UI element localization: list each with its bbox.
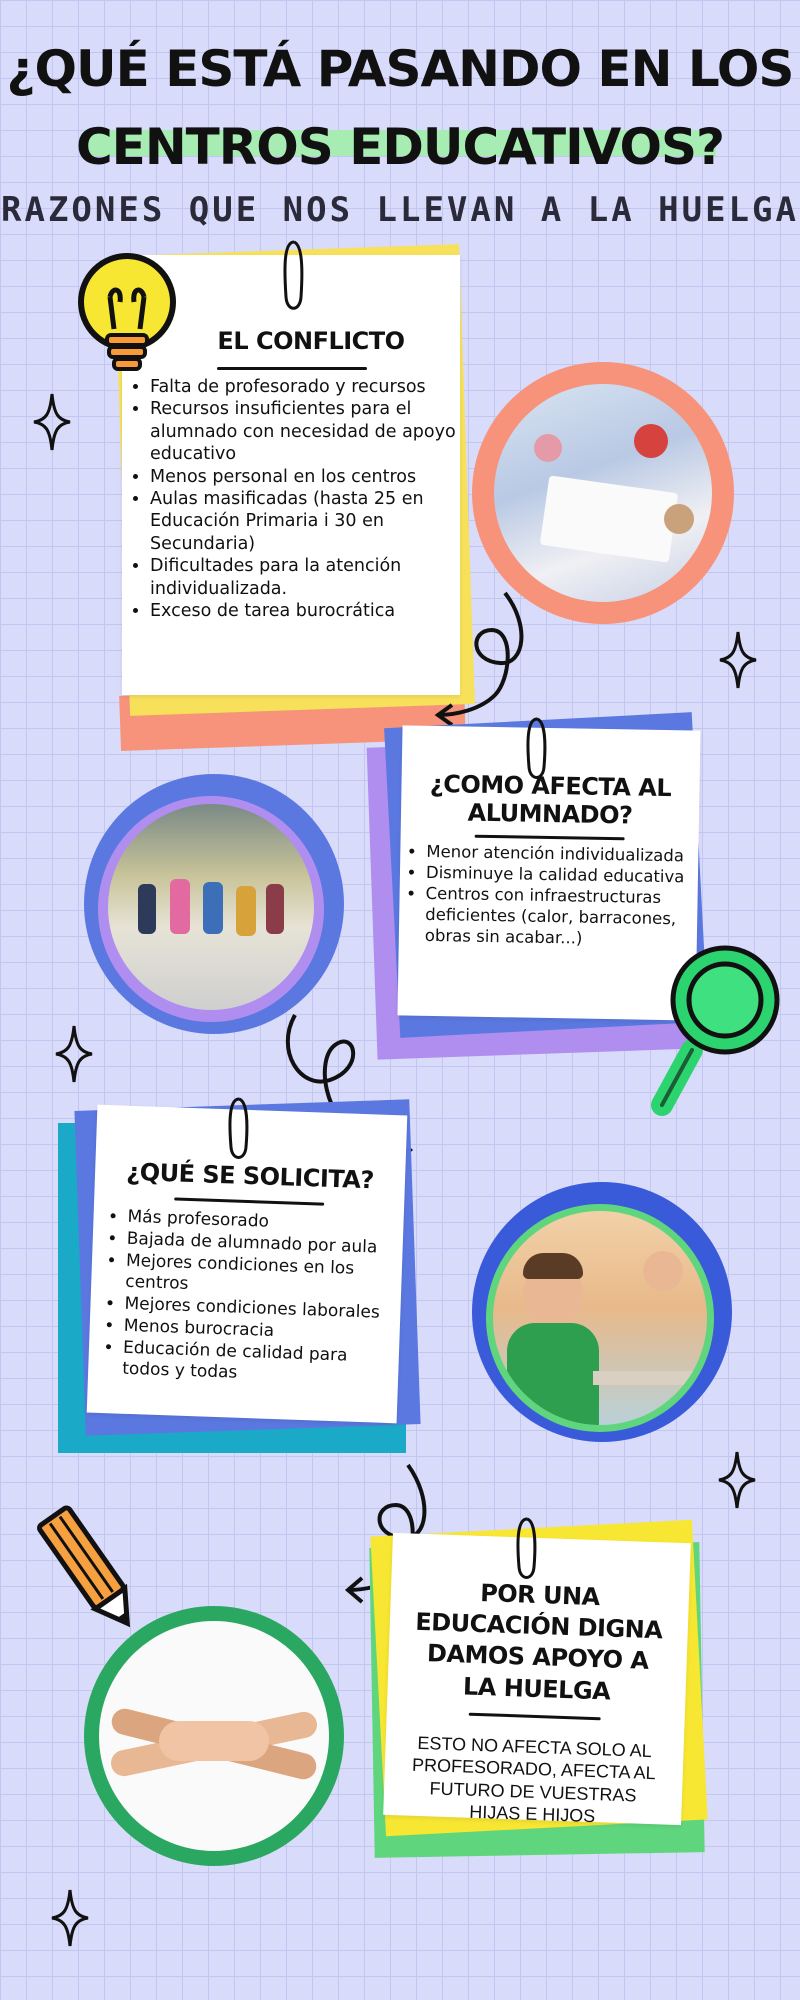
impact-heading-line2: ALUMNADO?: [467, 798, 633, 830]
children-running-photo: [108, 804, 314, 1010]
conflict-item: • Aulas masificadas (hasta 25 en Educación Primaria i 30 en Secundaria): [150, 488, 460, 555]
photo-frame-blue: [84, 774, 344, 1034]
pencil-icon: [30, 1495, 150, 1645]
impact-item: • Menor atención individualizada: [426, 841, 698, 867]
sparkle-icon: [718, 630, 758, 690]
requests-item: • Bajada de alumnado por aula: [126, 1229, 403, 1260]
curly-arrow: [430, 585, 540, 730]
impact-heading-underline: [475, 835, 625, 841]
page-title-line2: CENTROS EDUCATIVOS?: [75, 118, 725, 176]
requests-item: • Menos burocracia: [123, 1315, 400, 1346]
page-subtitle: RAZONES QUE NOS LLEVAN A LA HUELGA: [1, 190, 799, 230]
impact-list: [399, 840, 699, 951]
photo-frame-green: [84, 1606, 344, 1866]
conflict-item: • Dificultades para la atención individualizada.: [150, 555, 460, 600]
conflict-item: • Falta de profesorado y recursos: [150, 376, 460, 398]
impact-binder-clip: [525, 715, 549, 785]
impact-item: • Centros con infraestructuras deficientes (calor, barracones, obras sin acabar...): [425, 883, 698, 951]
children-drawing-photo: [494, 384, 712, 602]
impact-item: • Disminuye la calidad educativa: [426, 862, 698, 888]
boy-smiling-photo: [493, 1211, 707, 1425]
requests-item: • Mejores condiciones laborales: [124, 1294, 401, 1325]
conflict-item: • Menos personal en los centros: [150, 466, 460, 488]
conflict-heading-underline: [217, 367, 367, 370]
requests-item: • Más profesorado: [127, 1207, 404, 1238]
conflict-heading: EL CONFLICTO: [217, 327, 405, 355]
impact-heading-line1: ¿COMO AFECTA AL: [429, 769, 672, 803]
joined-hands-photo: [99, 1621, 329, 1851]
requests-item: • Mejores condiciones en los centros: [125, 1250, 402, 1303]
conflict-item: • Exceso de tarea burocrática: [150, 600, 460, 622]
sparkle-icon: [32, 392, 72, 452]
sparkle-icon: [54, 1024, 94, 1084]
photo-ring-purple: [98, 796, 324, 1022]
magnifying-glass-icon: [650, 940, 790, 1120]
sparkle-icon: [50, 1888, 90, 1948]
photo-ring-green: [486, 1204, 714, 1432]
lightbulb-icon: [72, 247, 182, 387]
requests-binder-clip: [227, 1095, 251, 1165]
conflict-item: • Recursos insuficientes para el alumnado con necesidad de apoyo educativo: [150, 398, 460, 465]
photo-frame-navy: [472, 1182, 732, 1442]
sparkle-icon: [717, 1450, 757, 1510]
support-heading-underline: [469, 1712, 601, 1720]
support-heading: POR UNA EDUCACIÓN DIGNA DAMOS APOYO A LA HUELGA: [414, 1578, 663, 1706]
conflict-list: [122, 376, 460, 622]
conflict-binder-clip: [282, 237, 306, 317]
support-message: ESTO NO AFECTA SOLO AL PROFESORADO, AFECTA AL FUTURO DE VUESTRAS HIJAS E HIJOS: [411, 1732, 656, 1827]
requests-heading-underline: [174, 1197, 324, 1205]
requests-item: • Educación de calidad para todos y todas: [122, 1337, 399, 1390]
requests-list: [88, 1206, 404, 1391]
requests-heading: ¿QUÉ SE SOLICITA?: [125, 1157, 375, 1195]
support-binder-clip: [515, 1515, 539, 1585]
page-title-line1: ¿QUÉ ESTÁ PASANDO EN LOS: [6, 40, 794, 98]
